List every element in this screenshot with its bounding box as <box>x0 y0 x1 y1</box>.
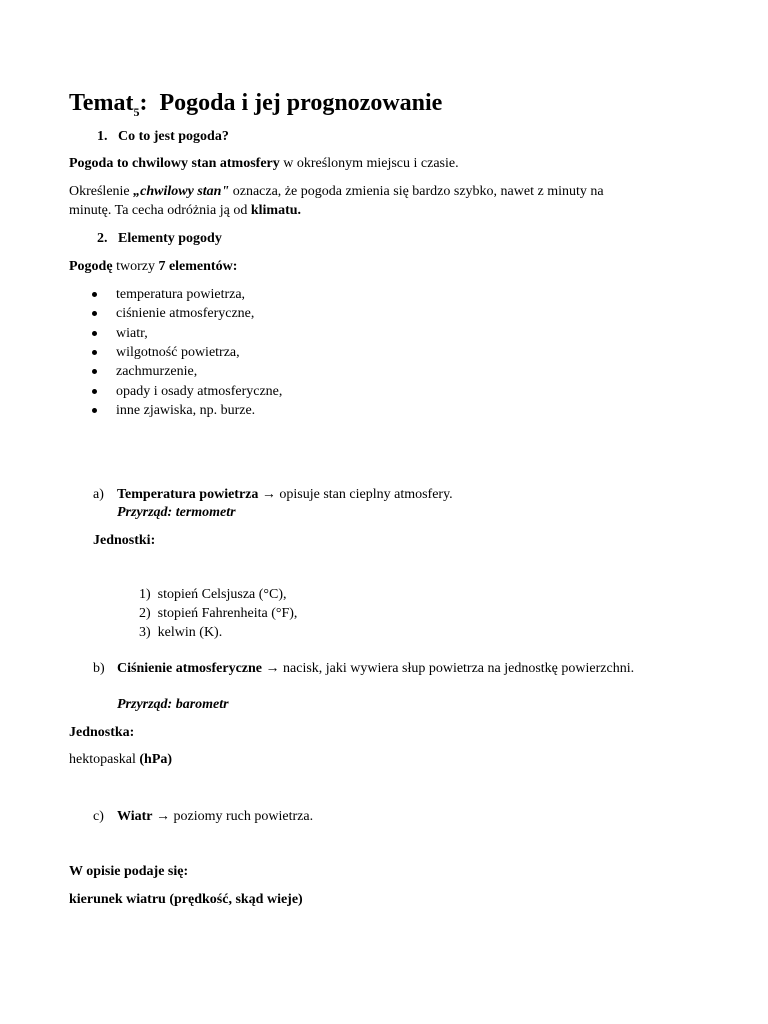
bullet-icon <box>92 350 97 355</box>
bullet-icon <box>92 331 97 336</box>
unit-b-label: Jednostka: <box>69 725 135 740</box>
paragraph-line-1: Określenie „chwilowy stan" oznacza, że pogoda zmienia się bardzo szybko, nawet z minuty na <box>69 184 604 199</box>
item-b-letter: b) <box>93 661 105 676</box>
unit-item: 2) stopień Fahrenheita (°F), <box>139 606 298 621</box>
section-1-heading: 1. Co to jest pogoda? <box>97 129 229 144</box>
unit-item: 3) kelwin (K). <box>139 625 223 640</box>
bullet-icon <box>92 369 97 374</box>
wind-description: kierunek wiatru (prędkość, skąd wieje) <box>69 892 303 907</box>
units-a-label: Jednostki: <box>93 533 156 548</box>
elements-intro: Pogodę tworzy 7 elementów: <box>69 259 238 274</box>
item-b-instrument: Przyrząd: barometr <box>117 697 229 712</box>
item-a-letter: a) <box>93 487 104 502</box>
item-b-text: Ciśnienie atmosferyczne → nacisk, jaki wywiera słup powietrza na jednostkę powierzchni. <box>117 661 635 676</box>
wind-intro: W opisie podaje się: <box>69 864 189 879</box>
unit-item: 1) stopień Celsjusza (°C), <box>139 587 287 602</box>
definition-paragraph: Pogoda to chwilowy stan atmosfery w określonym miejscu i czasie. <box>69 156 459 171</box>
section-2-heading: 2. Elementy pogody <box>97 231 222 246</box>
bullet-icon <box>92 292 97 297</box>
item-c-text: Wiatr → poziomy ruch powietrza. <box>117 809 314 824</box>
paragraph-line-2: minutę. Ta cecha odróżnia ją od klimatu. <box>69 203 302 218</box>
unit-b-value: hektopaskal (hPa) <box>69 752 173 767</box>
page-title: Temat$_5$: Pogoda i jej prognozowanie <box>69 90 443 119</box>
item-a-text: Temperatura powietrza → opisuje stan cieplny atmosfery. <box>117 487 453 502</box>
bullet-icon <box>92 408 97 413</box>
item-a-instrument: Przyrząd: termometr <box>117 505 236 520</box>
bullet-icon <box>92 389 97 394</box>
item-c-letter: c) <box>93 809 104 824</box>
bullet-icon <box>92 311 97 316</box>
